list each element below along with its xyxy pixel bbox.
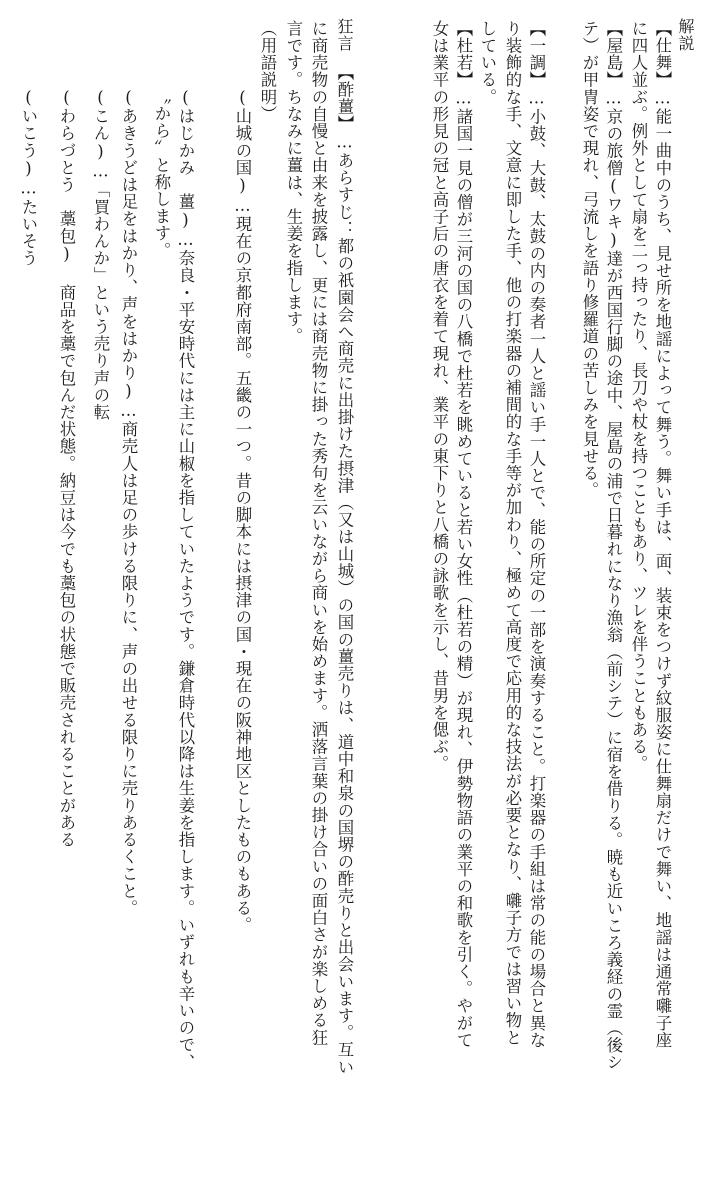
glossary-item-kon: (こん)…「買わんか」という売り声の転: [91, 88, 110, 421]
entry-icchou-line-1: 【一調】…小鼓、大鼓、太鼓の内の奏者一人と謡い手一人とで、能の所定の一部を演奏すること。打楽器の手組は常の能の場合と異な: [527, 20, 546, 1049]
entry-yashima-line-1: 【屋島】…京の旅僧(ワキ)達が西国行脚の途中、屋島の浦で日暮れになり漁翁（前シテ）に宿を借りる。暁も近いころ義経の霊（後シ: [604, 20, 623, 1071]
entry-kakitsubata-line-2: 女は業平の形見の冠と高子后の唐衣を着て現れ、業平の東下りと八橋の詠歌を示し、昔男を偲ぶ。: [430, 20, 449, 773]
entry-kakitsubata-line-1: 【杜若】…諸国一見の僧が三河の国の八橋で杜若を眺めていると若い女性（杜若の精）が現れ、伊勢物語の業平の和歌を引く。やがて: [454, 20, 473, 1049]
entry-icchou-line-2: り装飾的な手、文意に即した手、他の打楽器の補間的な手等が加わり、極めて高度で応用的な技法が必要となり、囃子方では習い物と: [503, 20, 522, 1046]
kyogen-label: 狂言: [335, 18, 354, 52]
entry-suhajikami-line-2: に商売物の自慢と由来を披露し、更には商売物に掛った秀句を云いながら商いを始めます。洒落言葉の掛け合いの面白さが楽しめる狂: [309, 20, 328, 1046]
entry-suhajikami-line-1: 【酢薑】…あらすじ：都の祇園会へ商売に出掛けた摂津（又は山城）の国の薑売りは、道中和泉の国堺の酢売りと出会います。互い: [335, 64, 354, 1076]
glossary-item-akiudo: (あきうどは足をはかり、声をはかり)…商売人は足の歩ける限りに、声の出せる限りに売りあるくこと。: [119, 88, 138, 917]
glossary-heading: （用語説明）: [258, 20, 277, 123]
entry-suhajikami-line-3: 言です。ちなみに薑は、生姜を指します。: [284, 20, 303, 345]
entry-yashima-line-2: テ）が甲冑姿で現れ、弓流しを語り修羅道の苦しみを見せる。: [580, 20, 599, 499]
glossary-item-hajikami-line-1: (はじかみ 薑)…奈良・平安時代には主に山椒を指していたようです。鎌倉時代以降は生姜を指します。いずれも辛いので、: [176, 88, 195, 1071]
glossary-item-ikou: (いこう)…たいそう: [19, 88, 38, 267]
document-heading: 解説: [676, 18, 695, 52]
glossary-item-hajikami-line-2: 〝から〟と称します。: [152, 88, 171, 259]
entry-shimai-line-1: 【仕舞】…能一曲中のうち、見せ所を地謡によって舞う。舞い手は、面、装束をつけず紋服姿に仕舞扇だけで舞い、地謡は通常囃子座: [653, 20, 672, 1049]
glossary-item-warazuto: (わらづとう 藁包) 商品を藁で包んだ状態。納豆は今でも藁包の状態で販売されることがある: [57, 88, 76, 849]
entry-icchou-line-3: している。: [478, 20, 497, 106]
glossary-item-yamashiro: (山城の国)…現在の京都府南部。五畿の一つ。昔の脚本には摂津の国・現在の阪神地区としたものもある。: [233, 88, 252, 934]
entry-shimai-line-2: に四人並ぶ。例外として扇を二っ持ったり、長刀や杖を持つこともあり、ツレを伴うこともある。: [629, 20, 648, 773]
